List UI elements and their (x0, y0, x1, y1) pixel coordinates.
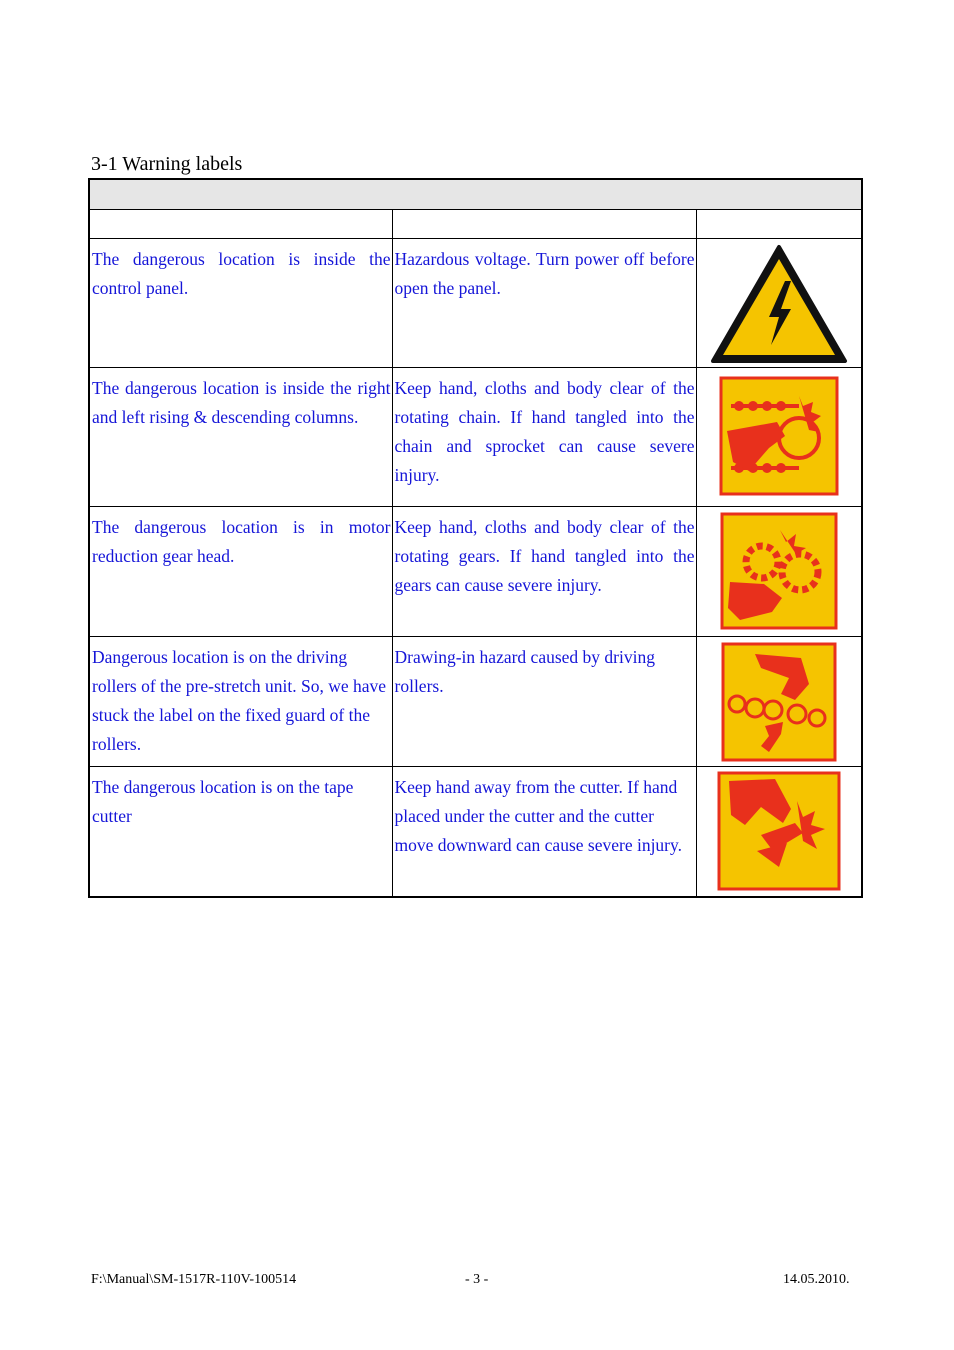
gear-entanglement-icon (720, 512, 838, 630)
description-text: Drawing-in hazard caused by driving rollers. (394, 647, 655, 696)
chain-sprocket-hazard-icon (719, 376, 839, 496)
location-text: The dangerous location is inside the right and left rising & descending columns. (92, 378, 391, 427)
description-text: Keep hand, cloths and body clear of the rotating chain. If hand tangled into the chain and sprocket can cause severe injury. (394, 378, 695, 485)
table-header-row (89, 179, 862, 210)
column-header-description (392, 210, 696, 239)
description-text: Keep hand away from the cutter. If hand placed under the cutter and the cutter move downward can cause severe injury. (394, 777, 683, 855)
section-title: 3-1 Warning labels (91, 153, 243, 175)
footer-file-path: F:\Manual\SM-1517R-110V-100514 (91, 1272, 297, 1287)
table-row (89, 368, 862, 507)
location-text: The dangerous location is in motor reduction gear head. (92, 517, 391, 566)
cutter-hazard-icon (717, 771, 841, 891)
description-text: Hazardous voltage. Turn power off before open the panel. (394, 249, 695, 298)
table-column-header-row (89, 210, 862, 239)
roller-draw-in-icon (721, 642, 837, 762)
column-header-label (696, 210, 862, 239)
warning-labels-table (88, 178, 863, 898)
high-voltage-icon (709, 243, 849, 365)
location-text: The dangerous location is on the tape cutter (92, 777, 354, 826)
table-row (89, 239, 862, 368)
table-row (89, 767, 862, 898)
description-text: Keep hand, cloths and body clear of the rotating gears. If hand tangled into the gears can cause severe injury. (394, 517, 695, 595)
table-row (89, 637, 862, 767)
footer-date: 14.05.2010. (783, 1272, 850, 1287)
table-header-cell (89, 179, 862, 210)
location-text: The dangerous location is inside the control panel. (92, 249, 391, 298)
location-text: Dangerous location is on the driving rollers of the pre-stretch unit. So, we have stuck the label on the fixed guard of the rollers. (92, 647, 387, 754)
table-row (89, 507, 862, 637)
footer-page-number: - 3 - (465, 1272, 489, 1287)
column-header-location (89, 210, 392, 239)
